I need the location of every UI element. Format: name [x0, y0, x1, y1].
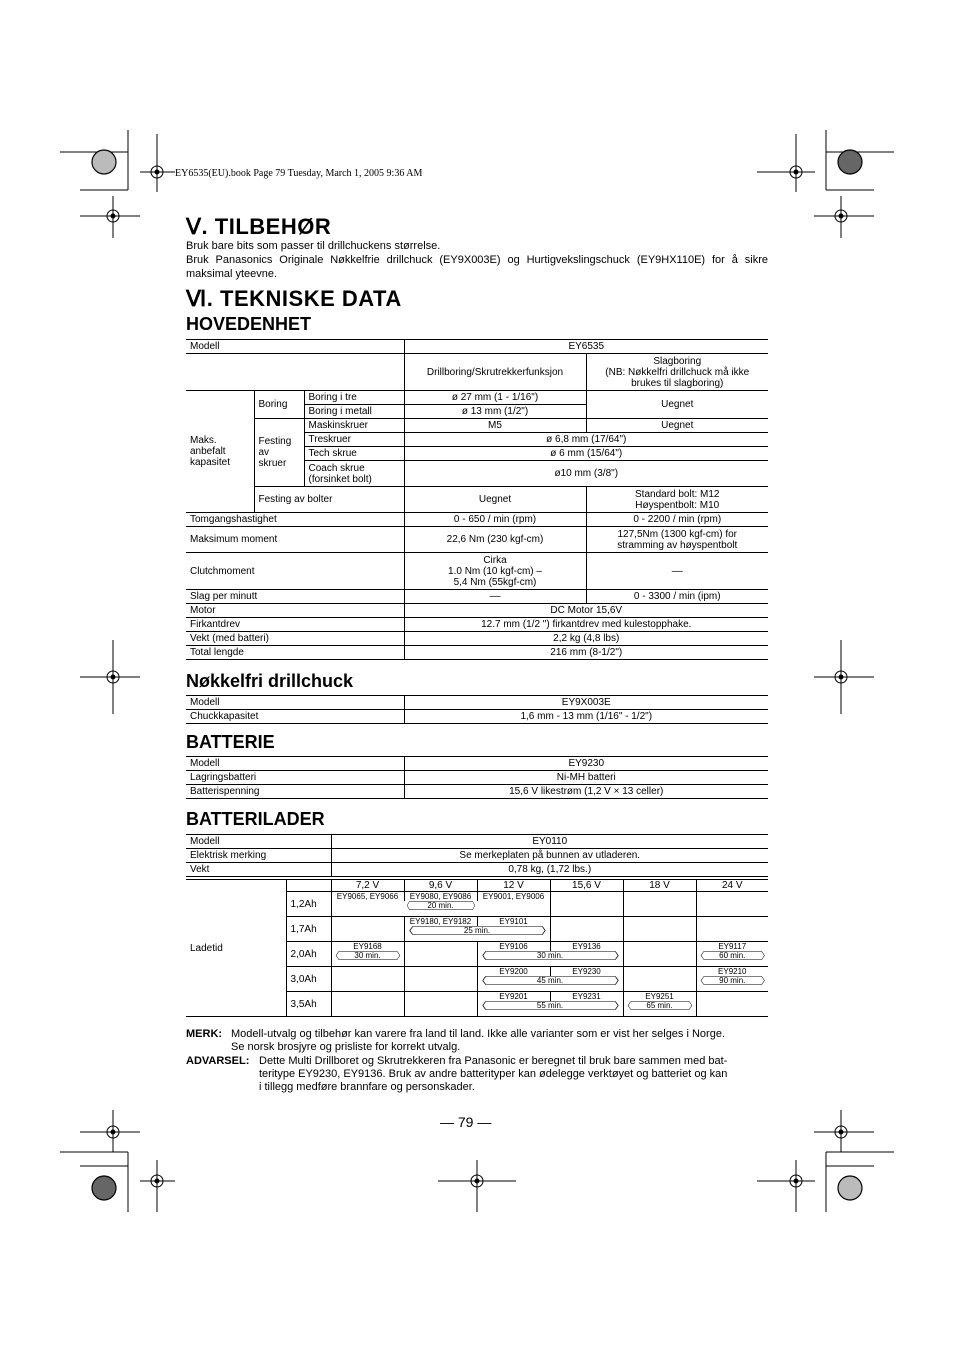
charge-cell	[477, 992, 623, 1017]
charger-weight-label: Vekt	[186, 863, 331, 877]
slag-hammer: 0 - 3300 / min (ipm)	[586, 590, 768, 604]
advarsel-label: ADVARSEL:	[186, 1055, 250, 1067]
model-label: EY9136	[550, 942, 623, 951]
time-arrow: 55 min.	[480, 1001, 621, 1010]
tomgang-label: Tomgangshastighet	[186, 513, 404, 527]
time-arrow: 65 min.	[626, 1001, 694, 1010]
slag-value: ––	[404, 590, 586, 604]
chuck-title: Nøkkelfri drillchuck	[186, 671, 354, 691]
vekt-value: 2,2 kg (4,8 lbs)	[404, 632, 768, 646]
tomgang-hammer: 0 - 2200 / min (rpm)	[586, 513, 768, 527]
model-value: EY6535	[404, 340, 768, 354]
lengde-value: 216 mm (8-1/2")	[404, 646, 768, 660]
time-arrow: 25 min.	[407, 926, 548, 935]
advarsel-text: Dette Multi Drillboret og Skrutrekkeren fra Panasonic er beregnet til bruk bare sammen med bat- teritype EY9230, EY9136. Bruk av andre batterityper kan ødelegge verktøyet og batteriet og kan i tillegg medføre brannfare og personskader.	[259, 1055, 728, 1093]
boring-hammer-value: Uegnet	[586, 391, 768, 419]
battery-type: Ni-MH batteri	[404, 771, 768, 785]
charger-title: BATTERILADER	[186, 809, 325, 829]
model-label: EY9117	[718, 942, 747, 951]
model-label: EY9168	[353, 942, 382, 951]
merk-label: MERK:	[186, 1028, 223, 1040]
time-arrow: 30 min.	[480, 951, 621, 960]
bolter-value: Uegnet	[404, 487, 586, 513]
book-info: EY6535(EU).book Page 79 Tuesday, March 1, 2005 9:36 AM	[175, 168, 423, 179]
charge-cell	[623, 992, 696, 1017]
coach-value: ø10 mm (3/8")	[404, 461, 768, 487]
clutch-value: Cirka 1.0 Nm (10 kgf-cm) – 5,4 Nm (55kgf-cm)	[404, 553, 586, 590]
motor-label: Motor	[186, 604, 404, 618]
model-label: EY9106	[499, 942, 528, 951]
moment-label: Maksimum moment	[186, 527, 404, 553]
charge-cell	[477, 967, 623, 992]
charger-table	[186, 834, 768, 877]
tomgang-value: 0 - 650 / min (rpm)	[404, 513, 586, 527]
model-label: EY9080, EY9086	[404, 892, 477, 901]
coach-label: Coach skrue (forsinket bolt)	[304, 461, 404, 487]
page-number: — 79 —	[440, 1114, 492, 1130]
bolter-hammer: Standard bolt: M12 Høyspentbolt: M10	[586, 487, 768, 513]
section-6-title: Ⅵ. TEKNISKE DATA	[186, 286, 402, 311]
bolter-label: Festing av bolter	[254, 487, 404, 513]
volt-header: 7,2 V	[331, 880, 404, 892]
boring-metall-label: Boring i metall	[304, 405, 404, 419]
cap-label: 3,5Ah	[286, 992, 331, 1017]
time-arrow: 90 min.	[699, 976, 767, 985]
volt-header: 9,6 V	[404, 880, 477, 892]
charge-cell	[331, 892, 550, 917]
battery-type-label: Lagringsbatteri	[186, 771, 404, 785]
maskin-value: M5	[404, 419, 586, 433]
section-5-title: Ⅴ. TILBEHØR	[186, 214, 332, 239]
chuck-table	[186, 695, 768, 724]
model-label: EY9201	[499, 992, 528, 1001]
boring-tre-label: Boring i tre	[304, 391, 404, 405]
volt-header: 24 V	[696, 880, 768, 892]
time-arrow: 60 min.	[699, 951, 767, 960]
firkant-label: Firkantdrev	[186, 618, 404, 632]
cap-label: 3,0Ah	[286, 967, 331, 992]
model-label: EY9230	[550, 967, 623, 976]
charger-elec-label: Elektrisk merking	[186, 849, 331, 863]
main-unit-table	[186, 339, 768, 660]
model-label: Modell	[186, 340, 404, 354]
cap-label: 1,2Ah	[286, 892, 331, 917]
charge-cell	[696, 942, 768, 967]
tre-label: Treskruer	[304, 433, 404, 447]
charging-time-table	[186, 879, 768, 1017]
time-arrow: 45 min.	[480, 976, 621, 985]
col-hammer: Slagboring (NB: Nøkkelfri drillchuck må ikke brukes til slagboring)	[586, 354, 768, 391]
chuck-model: EY9X003E	[404, 696, 768, 710]
main-unit-title: HOVEDENHET	[186, 314, 312, 334]
charge-cell	[696, 967, 768, 992]
charge-cell	[331, 942, 404, 967]
model-label: EY9210	[718, 967, 747, 976]
battery-model-label: Modell	[186, 757, 404, 771]
tech-value: ø 6 mm (15/64")	[404, 447, 768, 461]
tre-value: ø 6,8 mm (17/64")	[404, 433, 768, 447]
charger-model-label: Modell	[186, 835, 331, 849]
battery-volt-label: Batterispenning	[186, 785, 404, 799]
maskin-hammer: Uegnet	[586, 419, 768, 433]
model-label: EY9200	[499, 967, 528, 976]
lengde-label: Total lengde	[186, 646, 404, 660]
charge-cell	[477, 942, 623, 967]
vekt-label: Vekt (med batteri)	[186, 632, 404, 646]
volt-header: 15,6 V	[550, 880, 623, 892]
slag-label: Slag per minutt	[186, 590, 404, 604]
festing-label: Festing av skruer	[254, 419, 304, 487]
battery-model: EY9230	[404, 757, 768, 771]
time-arrow: 30 min.	[334, 951, 402, 960]
model-label: EY9251	[645, 992, 674, 1001]
moment-value: 22,6 Nm (230 kgf-cm)	[404, 527, 586, 553]
chuck-cap-label: Chuckkapasitet	[186, 710, 404, 724]
chuck-cap: 1,6 mm - 13 mm (1/16" - 1/2")	[404, 710, 768, 724]
cap-label: 1,7Ah	[286, 917, 331, 942]
model-label: EY9101	[477, 917, 550, 926]
battery-title: BATTERIE	[186, 732, 275, 752]
model-label: EY9065, EY9066	[336, 892, 399, 901]
model-label: EY9001, EY9006	[477, 892, 550, 901]
section-5-line-1: Bruk bare bits som passer til drillchuckens størrelse.	[186, 240, 441, 252]
firkant-value: 12.7 mm (1/2 ") firkantdrev med kulestopphake.	[404, 618, 768, 632]
clutch-label: Clutchmoment	[186, 553, 404, 590]
boring-tre-value: ø 27 mm (1 - 1/16")	[404, 391, 586, 405]
volt-header: 12 V	[477, 880, 550, 892]
boring-metall-value: ø 13 mm (1/2")	[404, 405, 586, 419]
motor-value: DC Motor 15,6V	[404, 604, 768, 618]
tech-label: Tech skrue	[304, 447, 404, 461]
chuck-model-label: Modell	[186, 696, 404, 710]
clutch-hammer: ––	[586, 553, 768, 590]
time-arrow: 20 min.	[405, 901, 477, 910]
charger-model: EY0110	[331, 835, 768, 849]
ladetid-label: Ladetid	[186, 880, 286, 1017]
model-label: EY9231	[550, 992, 623, 1001]
merk-text: Modell-utvalg og tilbehør kan varere fra land til land. Ikke alle varianter som er vist her selges i Norge. Se norsk brosjyre og prisliste for korrekt utvalg.	[231, 1028, 726, 1053]
battery-volt: 15,6 V likestrøm (1,2 V × 13 celler)	[404, 785, 768, 799]
battery-table	[186, 756, 768, 799]
col-drill: Drillboring/Skrutrekkerfunksjon	[404, 354, 586, 391]
volt-header: 18 V	[623, 880, 696, 892]
moment-hammer: 127,5Nm (1300 kgf-cm) for stramming av høyspentbolt	[586, 527, 768, 553]
boring-label: Boring	[254, 391, 304, 419]
section-5-line-2: Bruk Panasonics Originale Nøkkelfrie drillchuck (EY9X003E) og Hurtigvekslingschuck (EY9HX110E) for å sikre maksimal yteevne.	[186, 254, 768, 280]
maks-label: Maks. anbefalt kapasitet	[186, 391, 254, 513]
charger-weight: 0,78 kg, (1,72 lbs.)	[331, 863, 768, 877]
charger-elec: Se merkeplaten på bunnen av utladeren.	[331, 849, 768, 863]
maskin-label: Maskinskruer	[304, 419, 404, 433]
cap-label: 2,0Ah	[286, 942, 331, 967]
model-label: EY9180, EY9182	[409, 917, 472, 926]
charge-cell	[404, 917, 550, 942]
